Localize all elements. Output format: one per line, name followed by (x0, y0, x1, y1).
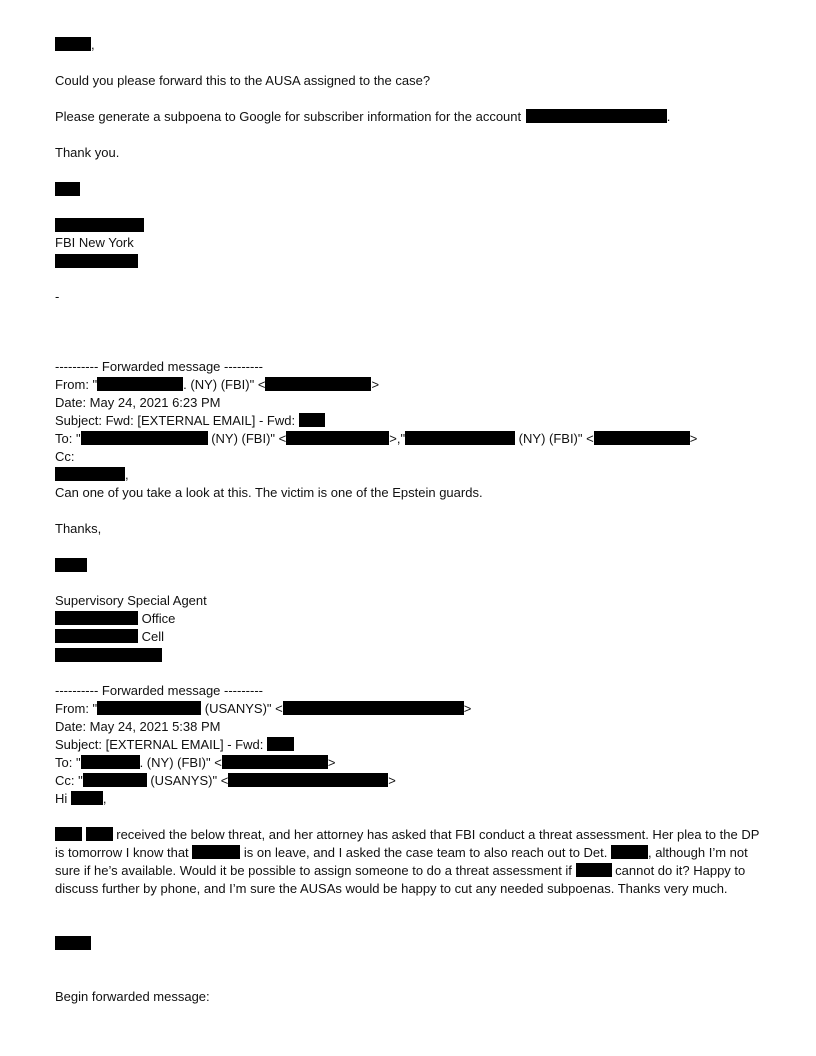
redaction (286, 431, 389, 445)
from-line (55, 700, 471, 718)
to-mid: . (NY) (FBI)" < (139, 755, 222, 770)
begin-forwarded-line: Begin forwarded message: (55, 989, 210, 1004)
from-end: > (371, 377, 380, 392)
subpoena-end: . (666, 109, 671, 124)
greeting-punct: , (91, 37, 95, 52)
to-line (55, 430, 697, 448)
subpoena-text: Please generate a subpoena to Google for subscriber information for the account (55, 109, 522, 124)
hi-text: Hi (55, 791, 68, 806)
to-line (55, 754, 335, 772)
redaction (283, 701, 464, 715)
from-prefix: From: " (55, 377, 98, 392)
redaction (526, 109, 667, 123)
from-line (55, 376, 379, 394)
greeting-line (55, 36, 95, 54)
redaction (55, 467, 125, 481)
cc-line: Cc: (55, 449, 75, 464)
from-end: > (463, 701, 472, 716)
redaction (611, 845, 648, 859)
office-name: FBI New York (55, 235, 134, 250)
date-line: Date: May 24, 2021 5:38 PM (55, 719, 221, 734)
to-mid-3: (NY) (FBI)" < (515, 431, 594, 446)
subject-line (55, 412, 325, 430)
redaction (83, 773, 147, 787)
forward-header: ---------- Forwarded message --------- (55, 359, 263, 374)
redaction (299, 413, 325, 427)
from-mid: . (NY) (FBI)" < (183, 377, 266, 392)
forward-header: ---------- Forwarded message --------- (55, 683, 263, 698)
redaction (55, 218, 144, 232)
redaction (55, 648, 162, 662)
redaction (55, 936, 91, 950)
request-line: Could you please forward this to the AUSA assigned to the case? (55, 73, 431, 88)
redaction (55, 37, 91, 51)
redaction (55, 611, 138, 625)
redaction (265, 377, 371, 391)
redaction (192, 845, 240, 859)
from-mid: (USANYS)" < (201, 701, 283, 716)
redaction (81, 431, 208, 445)
cc-end: > (388, 773, 396, 788)
redaction (222, 755, 328, 769)
redaction (86, 827, 113, 841)
redaction (55, 558, 87, 572)
to-end: > (689, 431, 698, 446)
cell-label: Cell (141, 629, 165, 644)
cell-phone-line (55, 628, 164, 646)
office-label: Office (141, 611, 176, 626)
dash-line: - (55, 289, 60, 304)
from-prefix: From: " (55, 701, 98, 716)
date-line: Date: May 24, 2021 6:23 PM (55, 395, 221, 410)
paragraph-part-a: received the below threat, and her attorney has asked that FBI conduct a threat assessment. Her plea to the DP is tomorrow I know that (55, 827, 760, 860)
to-mid-1: (NY) (FBI)" < (207, 431, 287, 446)
cc-mid: (USANYS)" < (146, 773, 229, 788)
message-body: Can one of you take a look at this. The victim is one of the Epstein guards. (55, 485, 483, 500)
paragraph-part-b: is on leave, and I asked the case team to also reach out to Det. (240, 845, 611, 860)
redaction (267, 737, 294, 751)
salutation-line (55, 466, 129, 484)
subject-text: Subject: Fwd: [EXTERNAL EMAIL] - Fwd: (55, 413, 296, 428)
redaction (228, 773, 388, 787)
redaction (55, 182, 80, 196)
redaction (594, 431, 690, 445)
paragraph-part-c: , although I’m not sure if he’s available. Would it be possible to assign someone to do a threat assessment if (55, 845, 748, 878)
cc-prefix: Cc: " (55, 773, 83, 788)
redaction (55, 827, 82, 841)
to-prefix: To: " (55, 755, 81, 770)
redaction (97, 701, 201, 715)
thank-you-line: Thank you. (55, 145, 120, 160)
subject-text: Subject: [EXTERNAL EMAIL] - Fwd: (55, 737, 264, 752)
hi-line (55, 790, 107, 808)
threat-paragraph (55, 826, 765, 898)
cc-line (55, 772, 396, 790)
redaction (55, 254, 138, 268)
to-mid-2: >," (389, 431, 406, 446)
thanks-line: Thanks, (55, 521, 102, 536)
signature-title: Supervisory Special Agent (55, 593, 207, 608)
salutation-punct: , (125, 467, 129, 482)
redaction (71, 791, 103, 805)
office-phone-line (55, 610, 175, 628)
redaction (576, 863, 612, 877)
to-prefix: To: " (55, 431, 81, 446)
redaction (55, 629, 138, 643)
subject-line (55, 736, 294, 754)
to-end: > (327, 755, 336, 770)
subpoena-line (55, 108, 670, 126)
paragraph-part-d: cannot do it? Happy to discuss further by phone, and I’m sure the AUSAs would be happy to cut any needed subpoenas. Thanks very much. (55, 863, 746, 896)
hi-punct: , (102, 791, 107, 806)
redaction (405, 431, 515, 445)
redaction (81, 755, 140, 769)
redaction (97, 377, 183, 391)
